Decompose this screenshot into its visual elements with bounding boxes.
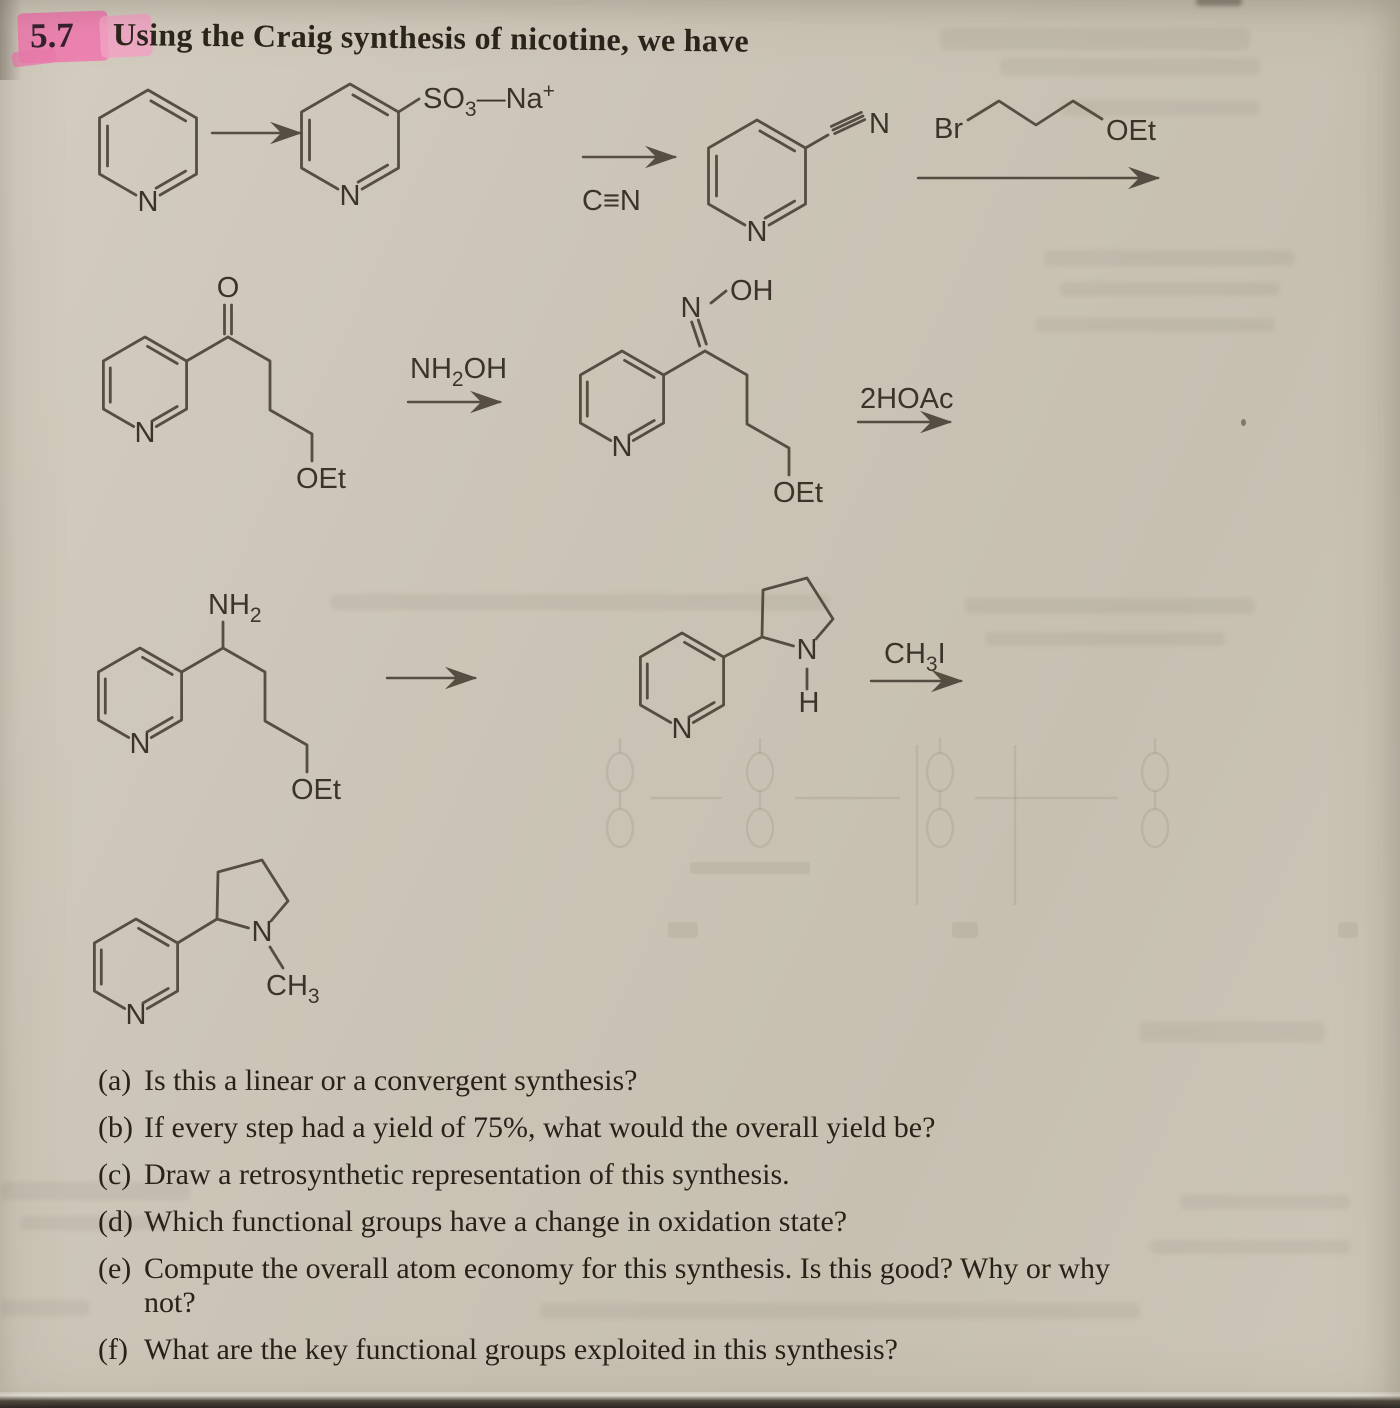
bleed-ghost-structures [607, 738, 1358, 938]
question-text-line1: Compute the overall atom economy for this synthesis. Is this good? Why or why [144, 1252, 1110, 1285]
question-text: Draw a retrosynthetic representation of this synthesis. [144, 1158, 790, 1191]
question-label: (b) [98, 1111, 133, 1144]
nitrile-nitrogen-label: N [869, 108, 890, 140]
question-e [98, 1252, 1368, 1320]
question-b [98, 1111, 1368, 1145]
amine-structure [98, 589, 341, 806]
ch: CH [266, 970, 308, 1002]
oh: OH [463, 353, 508, 385]
ring-nitrogen-label: N [134, 417, 156, 449]
question-a [98, 1064, 1368, 1098]
sulfonate-so: SO [423, 83, 465, 115]
problem-number: 5.7 [29, 15, 75, 56]
question-label: (a) [98, 1064, 132, 1097]
ethoxy-label: OEt [296, 463, 346, 495]
carbonyl-oxygen-label: O [216, 272, 240, 304]
ethoxy-label: OEt [1106, 115, 1156, 147]
ring-nitrogen-label: N [125, 999, 147, 1031]
sulfonate-subscript: 3 [464, 98, 477, 121]
pyrrolidine-nitrogen-label: N [251, 916, 273, 948]
question-text: What are the key functional groups exploited in this synthesis? [144, 1333, 898, 1366]
question-text: Which functional groups have a change in oxidation state? [144, 1205, 848, 1238]
question-text: Is this a linear or a convergent synthesis? [144, 1064, 638, 1097]
bleed-smudge [0, 1300, 90, 1316]
amine-label [208, 589, 262, 627]
cyanopyridine-structure [709, 108, 890, 248]
subscript-2: 2 [451, 368, 464, 391]
n-methyl-label [266, 970, 320, 1008]
question-f [98, 1333, 1368, 1367]
subscript-3: 3 [925, 653, 938, 676]
oxime-structure [580, 275, 823, 509]
question-label: (d) [98, 1205, 133, 1238]
sulfonate-label [423, 80, 555, 121]
iodine: I [937, 638, 946, 670]
question-d [98, 1205, 1368, 1239]
question-text: If every step had a yield of 75%, what would the overall yield be? [144, 1111, 936, 1144]
cyanide-step [582, 157, 675, 217]
nicotine-structure [94, 860, 319, 1031]
oxime-hydroxyl-label: OH [730, 275, 774, 307]
question-text [144, 1252, 1368, 1320]
ketone-structure [103, 272, 346, 495]
ethoxy-label: OEt [773, 477, 823, 509]
ring-nitrogen-label: N [746, 216, 768, 248]
nh-hydrogen-label: H [798, 687, 820, 719]
subscript-2: 2 [249, 604, 262, 627]
methyl-iodide-reagent-label [884, 638, 946, 676]
photo-bottom-edge [0, 1392, 1400, 1408]
ring-nitrogen-label: N [611, 431, 633, 463]
nornicotine-structure [640, 578, 833, 745]
acetic-acid-reagent-label: 2HOAc [860, 383, 954, 415]
bromo-ether-structure [934, 101, 1156, 147]
hydroxylamine-reagent-label [410, 353, 507, 391]
problem-title: Using the Craig synthesis of nicotine, we have [112, 16, 750, 59]
cyanide-reagent-label: C≡N [582, 185, 641, 217]
pyrrolidine-nitrogen-label: N [796, 634, 818, 666]
question-label: (c) [98, 1158, 132, 1191]
question-label: (e) [98, 1252, 132, 1285]
subscript-3: 3 [307, 985, 320, 1008]
ring-nitrogen-label: N [671, 713, 693, 745]
hydroxylamine-step [408, 353, 507, 402]
pyridine-sulfonate-structure [302, 80, 555, 212]
ch: CH [884, 638, 926, 670]
ring-nitrogen-label: N [129, 728, 151, 760]
sulfonate-sodium: —Na [476, 83, 543, 115]
oxime-nitrogen-label: N [680, 292, 702, 324]
ethoxy-label: OEt [291, 774, 341, 806]
pyridine-structure [100, 90, 197, 218]
nh: NH [410, 353, 452, 385]
bromine-label: Br [934, 113, 963, 145]
nh: NH [208, 589, 250, 621]
sulfonate-plus: + [542, 80, 555, 103]
question-text-line2: not? [144, 1286, 196, 1319]
methyl-iodide-step [871, 638, 961, 681]
question-list [98, 1064, 1368, 1380]
acetic-acid-step [858, 383, 953, 422]
question-label: (f) [98, 1333, 128, 1366]
question-c [98, 1158, 1368, 1192]
ring-nitrogen-label: N [137, 186, 159, 218]
ring-nitrogen-label: N [339, 180, 361, 212]
